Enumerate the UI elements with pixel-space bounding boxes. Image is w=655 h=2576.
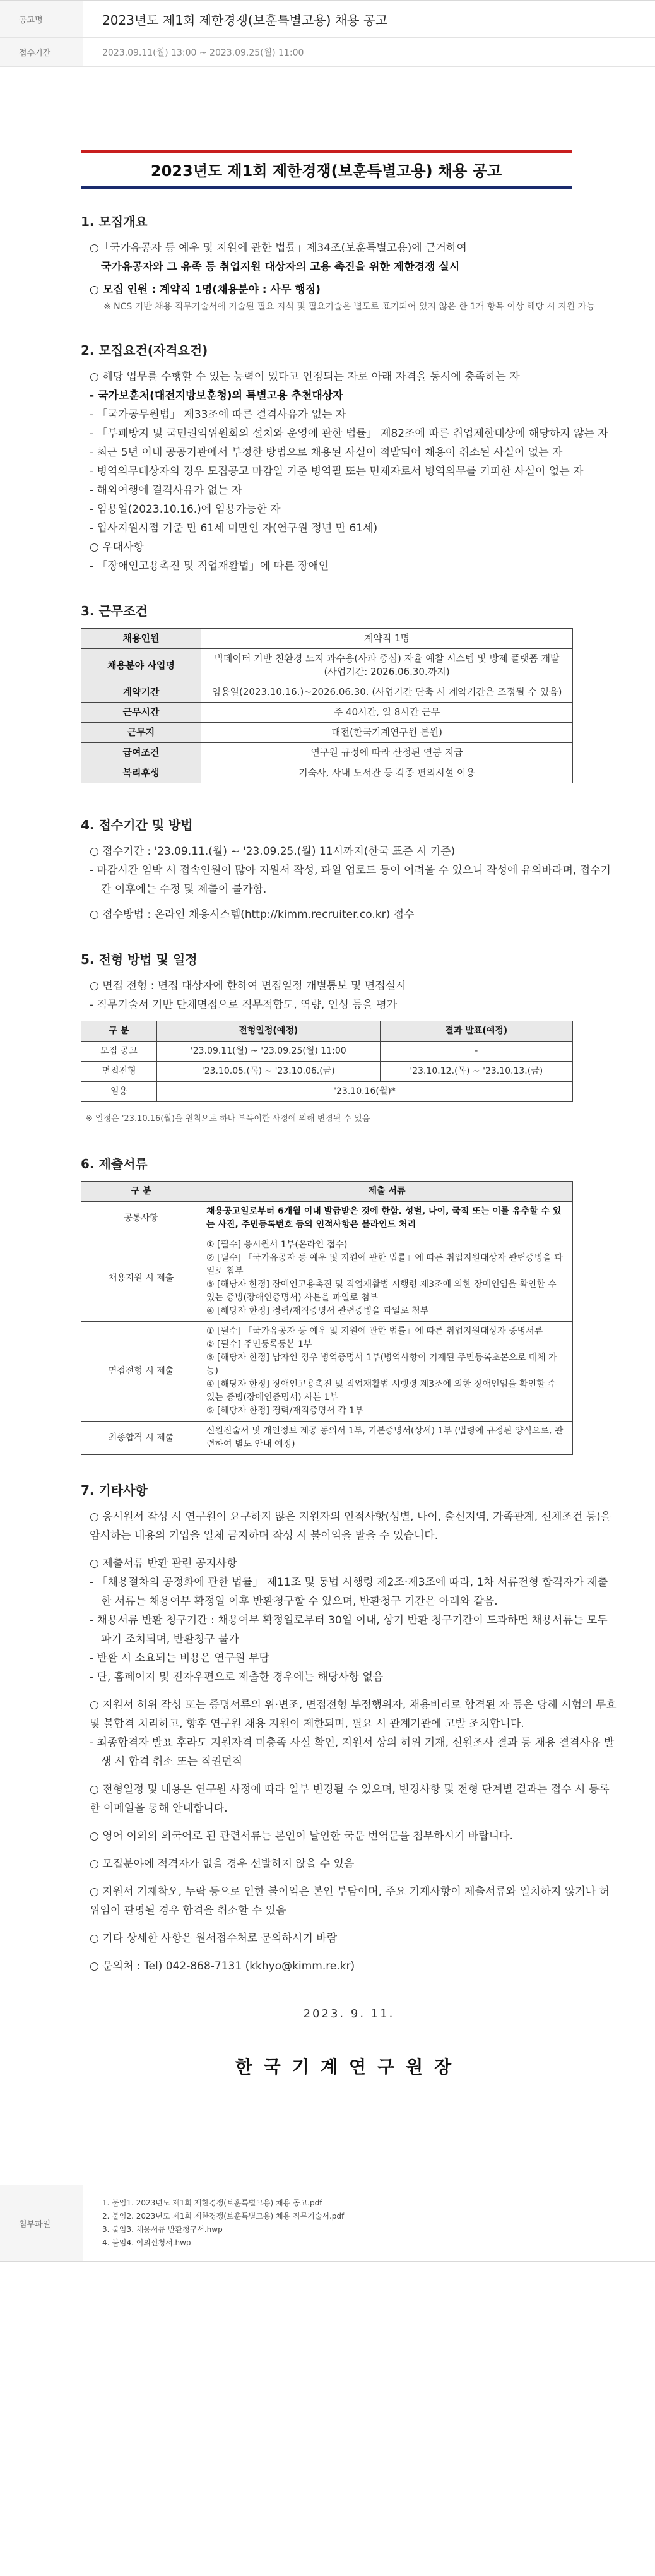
s2-line: ○ 우대사항 xyxy=(90,541,144,554)
docs-item: ② [필수] 「국가유공자 등 예우 및 지원에 관한 법률」에 따른 취업지원대상자 관련증빙을 파일로 첨부 xyxy=(206,1253,563,1276)
s5-evaluation: - 직무기술서 기반 단체면접으로 직무적합도, 역량, 인성 등을 평가 xyxy=(90,999,398,1011)
s2-line: - 「부패방지 및 국민권익위원회의 설치와 운영에 관한 법률」 제82조에 따른 취업제한대상에 해당하지 않는 자 xyxy=(90,427,608,440)
s2-line: - 「국가공무원법」 제33조에 따른 결격사유가 없는 자 xyxy=(90,408,346,421)
s4-method: ○ 접수방법 : 온라인 채용시스템(http://kimm.recruiter.co.kr) 접수 xyxy=(90,908,415,921)
table-row xyxy=(81,703,573,723)
issuer-name: 한국기계연구원장 xyxy=(235,2057,463,2077)
s7-item: ○ 제출서류 반환 관련 공지사항 xyxy=(90,1557,237,1570)
section-7-heading: 7. 기타사항 xyxy=(81,1483,148,1498)
schedule-cell: '23.09.11(월) ~ '23.09.25(월) 11:00 xyxy=(157,1042,381,1062)
period-value: 2023.09.11(월) 13:00 ~ 2023.09.25(월) 11:00 xyxy=(102,47,304,58)
docs-category: 공통사항 xyxy=(81,1202,201,1235)
schedule-cell: '23.10.05.(목) ~ '23.10.06.(금) xyxy=(157,1062,381,1082)
s7-contact: ○ 문의처 : Tel) 042-868-7131 (kkhyo@kimm.re.kr) xyxy=(90,1960,355,1973)
docs-content: 채용공고일로부터 6개월 이내 발급받은 것에 한함. 성별, 나이, 국적 또는 이를 유추할 수 있는 사진, 주민등록번호 등의 인적사항은 블라인드 처리 xyxy=(201,1202,573,1235)
condition-label: 급여조건 xyxy=(81,743,201,763)
section-4 xyxy=(81,815,617,924)
section-6 xyxy=(81,1154,617,1455)
docs-item: ③ [해당자 한정] 장애인고용촉진 및 직업재활법 시행령 제3조에 의한 장애인임을 확인할 수 있는 증빙(장애인증명서) 사본을 파일로 첨부 xyxy=(206,1279,557,1303)
table-row xyxy=(81,1235,573,1322)
s1-line-2: 국가유공자와 그 유족 등 취업지원 대상자의 고용 촉진을 위한 제한경쟁 실시 xyxy=(101,261,460,273)
s7-item: ○ 지원서 허위 작성 또는 증명서류의 위·변조, 면접전형 부정행위자, 채용비리로 합격된 자 등은 당해 시험의 무효 및 불합격 처리하고, 향후 연구원 채용 지원이 제한되며, 필요 시 관계기관에 고발 조치합니다. xyxy=(90,1699,617,1730)
table-row xyxy=(81,723,573,743)
condition-value: 연구원 규정에 따라 산정된 연봉 지급 xyxy=(201,743,573,763)
table-row xyxy=(81,1042,573,1062)
s4-period: ○ 접수기간 : '23.09.11.(월) ~ '23.09.25.(월) 11시까지(한국 표준 시 기준) xyxy=(90,845,456,858)
s7-item: - 반환 시 소요되는 비용은 연구원 부담 xyxy=(90,1652,269,1665)
attachment-link[interactable]: 3. 붙임3. 채용서류 반환청구서.hwp xyxy=(102,2225,223,2234)
condition-label: 채용인원 xyxy=(81,629,201,649)
schedule-cell: - xyxy=(380,1042,572,1062)
section-6-heading: 6. 제출서류 xyxy=(81,1156,148,1172)
docs-category: 면접전형 시 제출 xyxy=(81,1322,201,1422)
section-1 xyxy=(81,211,617,315)
docs-item: ② [필수] 주민등록등본 1부 xyxy=(206,1339,312,1350)
schedule-col-category: 구 분 xyxy=(81,1021,157,1042)
section-2-heading: 2. 모집요건(자격요건) xyxy=(81,343,208,358)
attachment-link[interactable]: 4. 붙임4. 이의신청서.hwp xyxy=(102,2238,191,2247)
schedule-table xyxy=(81,1021,573,1102)
attachments-row xyxy=(0,2185,655,2262)
notice-document xyxy=(0,67,655,2079)
condition-label: 근무시간 xyxy=(81,703,201,723)
condition-value: 빅데이터 기반 친환경 노지 과수용(사과 중심) 자율 예찰 시스템 및 방제 플랫폼 개발 (사업기간: 2026.06.30.까지) xyxy=(201,649,573,682)
s7-item: ○ 영어 이외의 외국어로 된 관련서류는 본인이 날인한 국문 번역문을 첨부하시기 바랍니다. xyxy=(90,1830,513,1843)
schedule-cell: '23.10.12.(목) ~ '23.10.13.(금) xyxy=(380,1062,572,1082)
section-3-heading: 3. 근무조건 xyxy=(81,603,148,619)
document-title-box xyxy=(81,150,572,189)
s2-line: ○ 해당 업무를 수행할 수 있는 능력이 있다고 인정되는 자로 아래 자격을 동시에 충족하는 자 xyxy=(90,371,520,383)
condition-label: 계약기간 xyxy=(81,682,201,703)
attachment-link[interactable]: 2. 붙임2. 2023년도 제1회 제한경쟁(보훈특별고용) 채용 직무기술서.pdf xyxy=(102,2212,345,2221)
attachments-list xyxy=(83,2185,344,2261)
s7-item: ○ 기타 상세한 사항은 원서접수처로 문의하시기 바람 xyxy=(90,1932,338,1945)
schedule-cell: 임용 xyxy=(81,1082,157,1102)
table-row xyxy=(81,1082,573,1102)
s7-item: - 「채용절차의 공정화에 관한 법률」 제11조 및 동법 시행령 제2조·제3조에 따라, 1차 서류전형 합격자가 제출한 서류는 채용여부 확정일 이후 반환청구할 수 있으며, 반환청구 기간은 아래와 같음. xyxy=(90,1576,608,1608)
s2-line: - 병역의무대상자의 경우 모집공고 마감일 기준 병역필 또는 면제자로서 병역의무를 기피한 사실이 없는 자 xyxy=(90,465,584,478)
section-7 xyxy=(81,1480,617,1976)
docs-category: 최종합격 시 제출 xyxy=(81,1422,201,1455)
table-row xyxy=(81,629,573,649)
table-row xyxy=(81,1062,573,1082)
documents-table xyxy=(81,1181,573,1455)
condition-value: 임용일(2023.10.16.)~2026.06.30. (사업기간 단축 시 계약기간은 조정될 수 있음) xyxy=(201,682,573,703)
schedule-col-result: 결과 발표(예정) xyxy=(380,1021,572,1042)
section-5-heading: 5. 전형 방법 및 일정 xyxy=(81,952,198,967)
section-3 xyxy=(81,601,617,783)
table-row xyxy=(81,682,573,703)
s1-line-1: ○「국가유공자 등 예우 및 지원에 관한 법률」제34조(보훈특별고용)에 근거하여 xyxy=(90,242,467,254)
s7-item: ○ 모집분야에 적격자가 없을 경우 선발하지 않을 수 있음 xyxy=(90,1858,355,1870)
attachment-link[interactable]: 1. 붙임1. 2023년도 제1회 제한경쟁(보훈특별고용) 채용 공고.pdf xyxy=(102,2199,322,2207)
s7-item: - 단, 홈페이지 및 전자우편으로 제출한 경우에는 해당사항 없음 xyxy=(90,1671,384,1683)
table-row xyxy=(81,1422,573,1455)
s1-note: ※ NCS 기반 채용 직무기술서에 기술된 필요 지식 및 필요기술은 별도로 표기되어 있지 않은 한 1개 항목 이상 해당 시 지원 가능 xyxy=(103,302,595,312)
table-row xyxy=(81,743,573,763)
docs-content xyxy=(201,1322,573,1422)
docs-item: ⑤ [해당자 한정] 경력/재직증명서 각 1부 xyxy=(206,1406,363,1416)
s7-item: ○ 전형일정 및 내용은 연구원 사정에 따라 일부 변경될 수 있으며, 변경사항 및 전형 단계별 결과는 접수 시 등록한 이메일을 통해 안내합니다. xyxy=(90,1783,610,1815)
docs-content xyxy=(201,1235,573,1322)
s5-note: ※ 일정은 '23.10.16(월)을 원칙으로 하나 부득이한 사정에 의해 변경될 수 있음 xyxy=(86,1114,370,1124)
condition-value: 대전(한국기계연구원 본원) xyxy=(201,723,573,743)
s2-line: - 최근 5년 이내 공공기관에서 부정한 방법으로 채용된 사실이 적발되어 채용이 취소된 사실이 없는 자 xyxy=(90,446,563,459)
s4-deadline-note: - 마감시간 임박 시 접속인원이 많아 지원서 작성, 파일 업로드 등이 어려울 수 있으니 작성에 유의바라며, 접수기간 이후에는 수정 및 제출이 불가함. xyxy=(90,864,611,896)
notice-title: 2023년도 제1회 제한경쟁(보훈특별고용) 채용 공고 xyxy=(102,12,388,28)
work-conditions-table xyxy=(81,628,573,783)
section-4-heading: 4. 접수기간 및 방법 xyxy=(81,817,193,833)
section-2 xyxy=(81,340,617,576)
notice-title-row xyxy=(0,0,655,38)
notice-title-label: 공고명 xyxy=(0,1,83,37)
schedule-col-date: 전형일정(예정) xyxy=(157,1021,381,1042)
s2-line: - 「장애인고용촉진 및 직업재활법」에 따른 장애인 xyxy=(90,560,329,573)
docs-item: ④ [해당자 한정] 장애인고용촉진 및 직업재활법 시행령 제3조에 의한 장애인임을 확인할 수 있는 증빙(장애인증명서) 사본 1부 xyxy=(206,1379,557,1403)
document-title: 2023년도 제1회 제한경쟁(보훈특별고용) 채용 공고 xyxy=(150,162,502,180)
condition-value: 계약직 1명 xyxy=(201,629,573,649)
period-label: 접수기간 xyxy=(0,38,83,66)
table-row xyxy=(81,1322,573,1422)
s7-item: ○ 지원서 기재착오, 누락 등으로 인한 불이익은 본인 부담이며, 주요 기재사항이 제출서류와 일치하지 않거나 허위임이 판명될 경우 합격을 취소할 수 있음 xyxy=(90,1885,610,1917)
schedule-cell: 모집 공고 xyxy=(81,1042,157,1062)
table-row xyxy=(81,649,573,682)
s7-item: - 최종합격자 발표 후라도 지원자격 미충족 사실 확인, 지원서 상의 허위 기재, 신원조사 결과 등 채용 결격사유 발생 시 합격 취소 또는 직권면직 xyxy=(90,1736,615,1768)
condition-label: 근무지 xyxy=(81,723,201,743)
s7-item: ○ 응시원서 작성 시 연구원이 요구하지 않은 지원자의 인적사항(성별, 나이, 출신지역, 가족관계, 신체조건 등)을 암시하는 내용의 기입을 일체 금지하며 작성 시 불이익을 받을 수 있습니다. xyxy=(90,1511,611,1542)
s2-line: - 해외여행에 결격사유가 없는 자 xyxy=(90,484,242,497)
docs-item: ① [필수] 「국가유공자 등 예우 및 지원에 관한 법률」에 따른 취업지원대상자 증명서류 xyxy=(206,1326,543,1336)
docs-content: 신원진술서 및 개인정보 제공 동의서 1부, 기본증명서(상세) 1부 (법령에 규정된 양식으로, 관련하여 별도 안내 예정) xyxy=(201,1422,573,1455)
s5-interview: ○ 면접 전형 : 면접 대상자에 한하여 면접일정 개별통보 및 면접실시 xyxy=(90,980,406,992)
docs-col-category: 구 분 xyxy=(81,1182,201,1202)
docs-item: ① [필수] 응시원서 1부(온라인 접수) xyxy=(206,1240,348,1250)
docs-item: ④ [해당자 한정] 경력/재직증명서 관련증빙을 파일로 첨부 xyxy=(206,1306,429,1316)
condition-value: 주 40시간, 일 8시간 근무 xyxy=(201,703,573,723)
condition-value: 기숙사, 사내 도서관 등 각종 편의시설 이용 xyxy=(201,763,573,783)
schedule-cell: '23.10.16(월)* xyxy=(157,1082,573,1102)
condition-label: 복리후생 xyxy=(81,763,201,783)
section-1-heading: 1. 모집개요 xyxy=(81,214,148,229)
s1-recruit-count: ○ 모집 인원 : 계약직 1명(채용분야 : 사무 행정) xyxy=(90,283,321,296)
section-5 xyxy=(81,949,617,1129)
attachments-label: 첨부파일 xyxy=(0,2185,83,2261)
table-row xyxy=(81,1202,573,1235)
docs-item: ③ [해당자 한정] 남자인 경우 병역증명서 1부(병역사항이 기재된 주민등록초본으로 대체 가능) xyxy=(206,1353,557,1376)
docs-category: 채용지원 시 제출 xyxy=(81,1235,201,1322)
table-row xyxy=(81,763,573,783)
s7-item: - 채용서류 반환 청구기간 : 채용여부 확정일로부터 30일 이내, 상기 반환 청구기간이 도과하면 채용서류는 모두 파기 조치되며, 반환청구 불가 xyxy=(90,1614,608,1646)
docs-col-documents: 제출 서류 xyxy=(201,1182,573,1202)
schedule-cell: 면접전형 xyxy=(81,1062,157,1082)
s2-line: - 입사지원시점 기준 만 61세 미만인 자(연구원 정년 만 61세) xyxy=(90,522,378,535)
s2-line: - 임용일(2023.10.16.)에 임용가능한 자 xyxy=(90,503,281,516)
notice-period-row xyxy=(0,38,655,67)
condition-label: 채용분야 사업명 xyxy=(81,649,201,682)
s2-line: - 국가보훈처(대전지방보훈청)의 특별고용 추천대상자 xyxy=(90,389,343,402)
notice-date: 2023. 9. 11. xyxy=(303,2007,395,2021)
